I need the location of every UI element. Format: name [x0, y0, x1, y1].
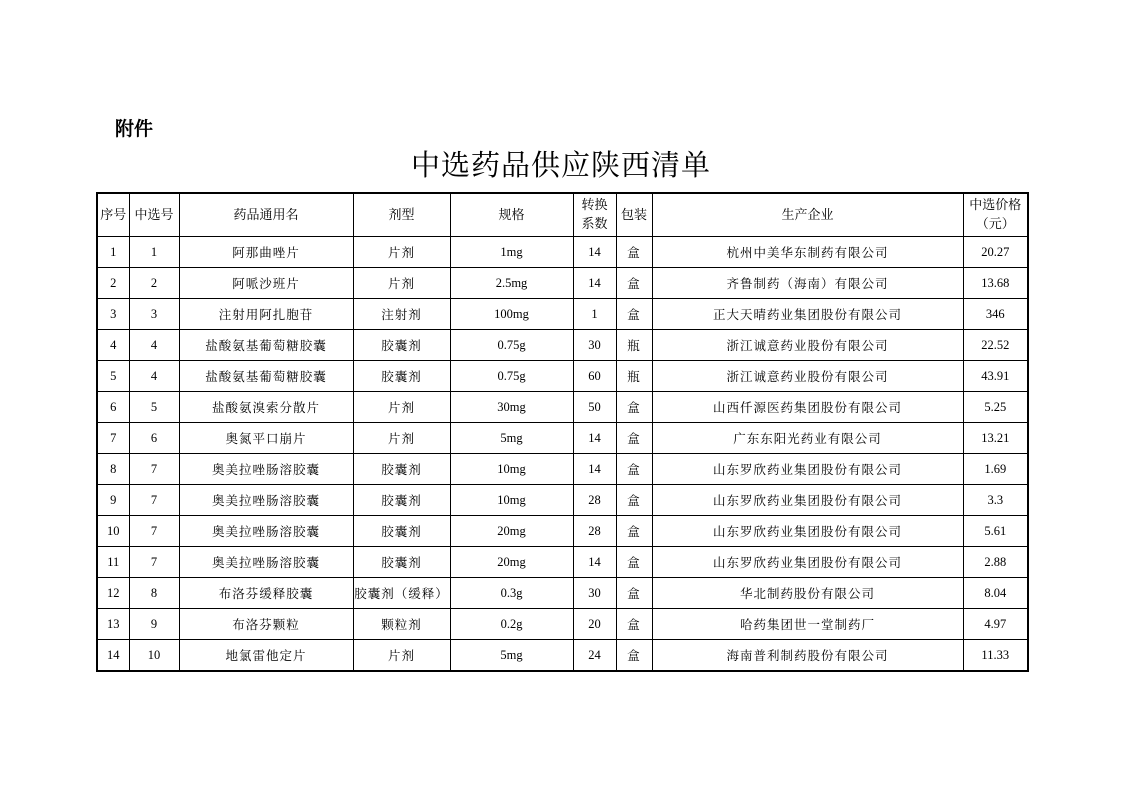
- cell-drug-name: 奥美拉唑肠溶胶囊: [179, 485, 353, 516]
- cell-spec: 30mg: [450, 392, 573, 423]
- cell-price: 5.61: [963, 516, 1028, 547]
- cell-price: 4.97: [963, 609, 1028, 640]
- table-row: [97, 299, 1028, 330]
- cell-manufacturer: 山东罗欣药业集团股份有限公司: [652, 485, 963, 516]
- cell-package: 盒: [616, 547, 652, 578]
- cell-manufacturer: 海南普利制药股份有限公司: [652, 640, 963, 672]
- cell-seq: 10: [97, 516, 129, 547]
- cell-manufacturer: 浙江诚意药业股份有限公司: [652, 330, 963, 361]
- cell-conversion: 14: [573, 237, 616, 268]
- cell-package: 盒: [616, 516, 652, 547]
- cell-dosage-form: 片剂: [353, 423, 450, 454]
- cell-drug-name: 盐酸氨基葡萄糖胶囊: [179, 361, 353, 392]
- cell-spec: 10mg: [450, 454, 573, 485]
- cell-price: 43.91: [963, 361, 1028, 392]
- cell-spec: 20mg: [450, 547, 573, 578]
- cell-price: 5.25: [963, 392, 1028, 423]
- cell-selected-no: 7: [129, 454, 179, 485]
- table-row: [97, 454, 1028, 485]
- cell-seq: 2: [97, 268, 129, 299]
- cell-package: 盒: [616, 237, 652, 268]
- cell-conversion: 30: [573, 578, 616, 609]
- cell-package: 盒: [616, 485, 652, 516]
- cell-spec: 20mg: [450, 516, 573, 547]
- cell-package: 盒: [616, 423, 652, 454]
- cell-conversion: 14: [573, 454, 616, 485]
- cell-dosage-form: 片剂: [353, 392, 450, 423]
- cell-spec: 5mg: [450, 423, 573, 454]
- cell-selected-no: 7: [129, 547, 179, 578]
- cell-manufacturer: 山东罗欣药业集团股份有限公司: [652, 547, 963, 578]
- cell-package: 盒: [616, 578, 652, 609]
- cell-seq: 9: [97, 485, 129, 516]
- cell-package: 盒: [616, 299, 652, 330]
- cell-dosage-form: 注射剂: [353, 299, 450, 330]
- cell-conversion: 28: [573, 516, 616, 547]
- cell-drug-name: 盐酸氨溴索分散片: [179, 392, 353, 423]
- cell-seq: 14: [97, 640, 129, 672]
- cell-manufacturer: 山东罗欣药业集团股份有限公司: [652, 454, 963, 485]
- cell-manufacturer: 广东东阳光药业有限公司: [652, 423, 963, 454]
- table-row: [97, 330, 1028, 361]
- cell-seq: 11: [97, 547, 129, 578]
- cell-seq: 1: [97, 237, 129, 268]
- cell-package: 盒: [616, 392, 652, 423]
- table-row: [97, 578, 1028, 609]
- cell-conversion: 14: [573, 547, 616, 578]
- attachment-label: 附件: [115, 118, 154, 140]
- cell-conversion: 50: [573, 392, 616, 423]
- cell-price: 22.52: [963, 330, 1028, 361]
- cell-package: 盒: [616, 609, 652, 640]
- cell-package: 盒: [616, 268, 652, 299]
- cell-drug-name: 阿那曲唑片: [179, 237, 353, 268]
- cell-spec: 5mg: [450, 640, 573, 672]
- cell-manufacturer: 正大天晴药业集团股份有限公司: [652, 299, 963, 330]
- header-price: 中选价格（元）: [963, 193, 1028, 237]
- cell-drug-name: 阿哌沙班片: [179, 268, 353, 299]
- cell-seq: 5: [97, 361, 129, 392]
- table-row: [97, 268, 1028, 299]
- cell-selected-no: 6: [129, 423, 179, 454]
- cell-selected-no: 2: [129, 268, 179, 299]
- drug-supply-table: [96, 192, 1029, 672]
- cell-manufacturer: 齐鲁制药（海南）有限公司: [652, 268, 963, 299]
- cell-dosage-form: 片剂: [353, 640, 450, 672]
- table-row: [97, 609, 1028, 640]
- table-row: [97, 361, 1028, 392]
- cell-selected-no: 8: [129, 578, 179, 609]
- cell-dosage-form: 颗粒剂: [353, 609, 450, 640]
- cell-spec: 2.5mg: [450, 268, 573, 299]
- cell-dosage-form: 片剂: [353, 268, 450, 299]
- cell-conversion: 20: [573, 609, 616, 640]
- table-row: [97, 392, 1028, 423]
- cell-seq: 8: [97, 454, 129, 485]
- cell-drug-name: 奥美拉唑肠溶胶囊: [179, 516, 353, 547]
- cell-price: 13.21: [963, 423, 1028, 454]
- cell-dosage-form: 胶囊剂: [353, 547, 450, 578]
- cell-price: 346: [963, 299, 1028, 330]
- cell-selected-no: 3: [129, 299, 179, 330]
- cell-price: 11.33: [963, 640, 1028, 672]
- cell-seq: 4: [97, 330, 129, 361]
- table-row: [97, 516, 1028, 547]
- cell-price: 3.3: [963, 485, 1028, 516]
- cell-drug-name: 布洛芬缓释胶囊: [179, 578, 353, 609]
- cell-manufacturer: 华北制药股份有限公司: [652, 578, 963, 609]
- cell-dosage-form: 片剂: [353, 237, 450, 268]
- cell-drug-name: 注射用阿扎胞苷: [179, 299, 353, 330]
- cell-dosage-form: 胶囊剂: [353, 330, 450, 361]
- table-header-row: [97, 193, 1028, 237]
- cell-seq: 13: [97, 609, 129, 640]
- cell-manufacturer: 山东罗欣药业集团股份有限公司: [652, 516, 963, 547]
- cell-spec: 0.75g: [450, 330, 573, 361]
- cell-conversion: 60: [573, 361, 616, 392]
- cell-seq: 3: [97, 299, 129, 330]
- cell-selected-no: 10: [129, 640, 179, 672]
- cell-dosage-form: 胶囊剂: [353, 516, 450, 547]
- cell-dosage-form: 胶囊剂: [353, 485, 450, 516]
- table-row: [97, 237, 1028, 268]
- header-conversion: 转换系数: [573, 193, 616, 237]
- cell-selected-no: 9: [129, 609, 179, 640]
- table-row: [97, 547, 1028, 578]
- cell-package: 盒: [616, 454, 652, 485]
- cell-selected-no: 1: [129, 237, 179, 268]
- cell-conversion: 30: [573, 330, 616, 361]
- header-dosage-form: 剂型: [353, 193, 450, 237]
- cell-package: 盒: [616, 640, 652, 672]
- cell-drug-name: 奥美拉唑肠溶胶囊: [179, 454, 353, 485]
- cell-selected-no: 4: [129, 361, 179, 392]
- cell-spec: 0.75g: [450, 361, 573, 392]
- header-package: 包装: [616, 193, 652, 237]
- cell-selected-no: 5: [129, 392, 179, 423]
- cell-spec: 10mg: [450, 485, 573, 516]
- cell-manufacturer: 杭州中美华东制药有限公司: [652, 237, 963, 268]
- cell-drug-name: 盐酸氨基葡萄糖胶囊: [179, 330, 353, 361]
- header-seq: 序号: [97, 193, 129, 237]
- cell-dosage-form: 胶囊剂（缓释）: [353, 578, 450, 609]
- cell-spec: 100mg: [450, 299, 573, 330]
- cell-manufacturer: 浙江诚意药业股份有限公司: [652, 361, 963, 392]
- cell-price: 2.88: [963, 547, 1028, 578]
- table-row: [97, 640, 1028, 672]
- cell-package: 瓶: [616, 330, 652, 361]
- cell-manufacturer: 哈药集团世一堂制药厂: [652, 609, 963, 640]
- cell-conversion: 14: [573, 423, 616, 454]
- document-title: 中选药品供应陕西清单: [410, 148, 711, 182]
- cell-price: 13.68: [963, 268, 1028, 299]
- cell-manufacturer: 山西仟源医药集团股份有限公司: [652, 392, 963, 423]
- cell-seq: 6: [97, 392, 129, 423]
- cell-conversion: 24: [573, 640, 616, 672]
- table-row: [97, 485, 1028, 516]
- cell-seq: 7: [97, 423, 129, 454]
- cell-selected-no: 7: [129, 516, 179, 547]
- cell-dosage-form: 胶囊剂: [353, 361, 450, 392]
- header-selected-no: 中选号: [129, 193, 179, 237]
- cell-drug-name: 奥美拉唑肠溶胶囊: [179, 547, 353, 578]
- cell-price: 1.69: [963, 454, 1028, 485]
- cell-selected-no: 4: [129, 330, 179, 361]
- cell-drug-name: 地氯雷他定片: [179, 640, 353, 672]
- cell-price: 20.27: [963, 237, 1028, 268]
- cell-package: 瓶: [616, 361, 652, 392]
- cell-price: 8.04: [963, 578, 1028, 609]
- cell-drug-name: 布洛芬颗粒: [179, 609, 353, 640]
- table-row: [97, 423, 1028, 454]
- cell-selected-no: 7: [129, 485, 179, 516]
- cell-dosage-form: 胶囊剂: [353, 454, 450, 485]
- cell-spec: 0.3g: [450, 578, 573, 609]
- cell-conversion: 28: [573, 485, 616, 516]
- cell-conversion: 1: [573, 299, 616, 330]
- header-drug-name: 药品通用名: [179, 193, 353, 237]
- cell-seq: 12: [97, 578, 129, 609]
- cell-spec: 0.2g: [450, 609, 573, 640]
- header-spec: 规格: [450, 193, 573, 237]
- cell-drug-name: 奥氮平口崩片: [179, 423, 353, 454]
- table-body: [97, 237, 1028, 672]
- header-manufacturer: 生产企业: [652, 193, 963, 237]
- cell-spec: 1mg: [450, 237, 573, 268]
- cell-conversion: 14: [573, 268, 616, 299]
